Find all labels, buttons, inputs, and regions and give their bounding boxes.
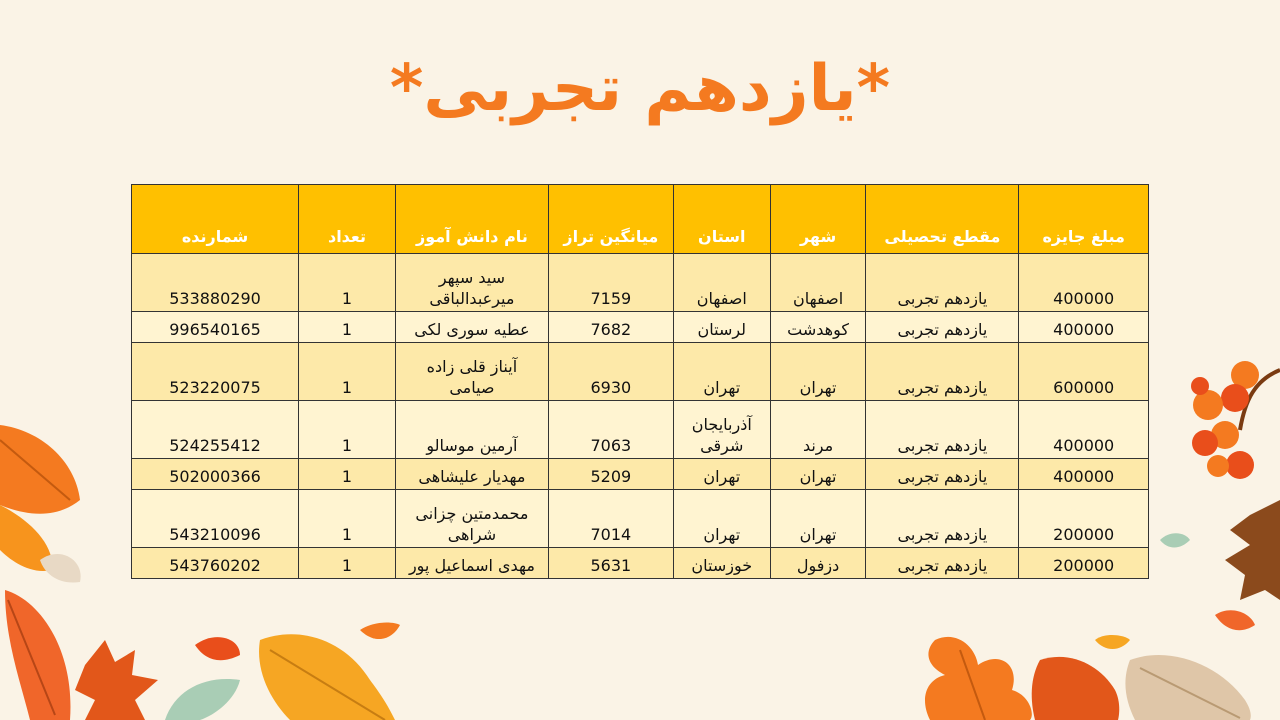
cell-prize-amount: 400000 — [1019, 459, 1149, 490]
cell-grade: یازدهم تجربی — [866, 343, 1019, 401]
maple-leaf-icon — [925, 637, 1032, 720]
oak-leaf-icon — [5, 590, 70, 720]
cell-counter: 523220075 — [132, 343, 299, 401]
maple-leaf-icon — [75, 640, 158, 720]
cell-count: 1 — [299, 401, 396, 459]
cell-student-name: عطیه سوری لکی — [395, 312, 548, 343]
cell-city: تهران — [770, 343, 866, 401]
cell-counter: 543760202 — [132, 548, 299, 579]
maple-leaf-icon — [1225, 500, 1280, 600]
leaf-icon — [360, 623, 400, 639]
cell-counter: 502000366 — [132, 459, 299, 490]
cell-prize-amount: 400000 — [1019, 254, 1149, 312]
cell-count: 1 — [299, 548, 396, 579]
table-row — [132, 312, 1149, 343]
cell-counter: 524255412 — [132, 401, 299, 459]
cell-grade: یازدهم تجربی — [866, 254, 1019, 312]
cell-count: 1 — [299, 254, 396, 312]
header-average-score: میانگین تراز — [548, 185, 673, 254]
cell-count: 1 — [299, 343, 396, 401]
cell-student-name: آرمین موسالو — [395, 401, 548, 459]
oak-leaf-icon — [1032, 655, 1251, 720]
leaf-icon — [1095, 635, 1130, 649]
cell-student-name: آیناز قلی زاده صیامی — [395, 343, 548, 401]
cell-student-name: محمدمتین چزانی شراهی — [395, 490, 548, 548]
table-row — [132, 548, 1149, 579]
cell-province: اصفهان — [673, 254, 770, 312]
cell-city: تهران — [770, 459, 866, 490]
cell-counter: 996540165 — [132, 312, 299, 343]
table-row — [132, 343, 1149, 401]
berries-icon — [1191, 361, 1280, 479]
page-title: *یازدهم تجربی* — [389, 52, 891, 126]
cell-grade: یازدهم تجربی — [866, 401, 1019, 459]
oak-leaf-icon — [259, 634, 395, 720]
cell-grade: یازدهم تجربی — [866, 548, 1019, 579]
cell-count: 1 — [299, 459, 396, 490]
cell-city: اصفهان — [770, 254, 866, 312]
cell-average-score: 7159 — [548, 254, 673, 312]
header-province: استان — [673, 185, 770, 254]
maple-leaf-icon — [0, 425, 80, 571]
table-header-row — [132, 185, 1149, 254]
cell-province: تهران — [673, 459, 770, 490]
cell-average-score: 6930 — [548, 343, 673, 401]
cell-counter: 543210096 — [132, 490, 299, 548]
header-counter: شمارنده — [132, 185, 299, 254]
cell-grade: یازدهم تجربی — [866, 312, 1019, 343]
cell-average-score: 7682 — [548, 312, 673, 343]
cell-city: مرند — [770, 401, 866, 459]
cell-prize-amount: 600000 — [1019, 343, 1149, 401]
header-student-name: نام دانش آموز — [395, 185, 548, 254]
header-prize-amount: مبلغ جایزه — [1019, 185, 1149, 254]
cell-grade: یازدهم تجربی — [866, 459, 1019, 490]
leaf-icon — [40, 554, 81, 583]
cell-average-score: 7014 — [548, 490, 673, 548]
cell-average-score: 5631 — [548, 548, 673, 579]
table-row — [132, 490, 1149, 548]
cell-prize-amount: 400000 — [1019, 401, 1149, 459]
cell-average-score: 7063 — [548, 401, 673, 459]
cell-province: تهران — [673, 490, 770, 548]
cell-province: لرستان — [673, 312, 770, 343]
cell-city: تهران — [770, 490, 866, 548]
prize-table — [131, 184, 1149, 579]
header-grade: مقطع تحصیلی — [866, 185, 1019, 254]
cell-count: 1 — [299, 312, 396, 343]
table-row — [132, 254, 1149, 312]
cell-average-score: 5209 — [548, 459, 673, 490]
table-row — [132, 401, 1149, 459]
cell-prize-amount: 400000 — [1019, 312, 1149, 343]
cell-province: آذربایجان شرقی — [673, 401, 770, 459]
cell-student-name: مهدیار علیشاهی — [395, 459, 548, 490]
cell-count: 1 — [299, 490, 396, 548]
leaf-icon — [165, 637, 240, 720]
cell-student-name: سید سپهر میرعبدالباقی — [395, 254, 548, 312]
header-city: شهر — [770, 185, 866, 254]
cell-prize-amount: 200000 — [1019, 548, 1149, 579]
cell-province: خوزستان — [673, 548, 770, 579]
cell-counter: 533880290 — [132, 254, 299, 312]
header-count: تعداد — [299, 185, 396, 254]
cell-city: دزفول — [770, 548, 866, 579]
cell-student-name: مهدی اسماعیل پور — [395, 548, 548, 579]
leaf-icon — [1160, 533, 1255, 630]
cell-prize-amount: 200000 — [1019, 490, 1149, 548]
table-row — [132, 459, 1149, 490]
cell-grade: یازدهم تجربی — [866, 490, 1019, 548]
cell-city: کوهدشت — [770, 312, 866, 343]
cell-province: تهران — [673, 343, 770, 401]
